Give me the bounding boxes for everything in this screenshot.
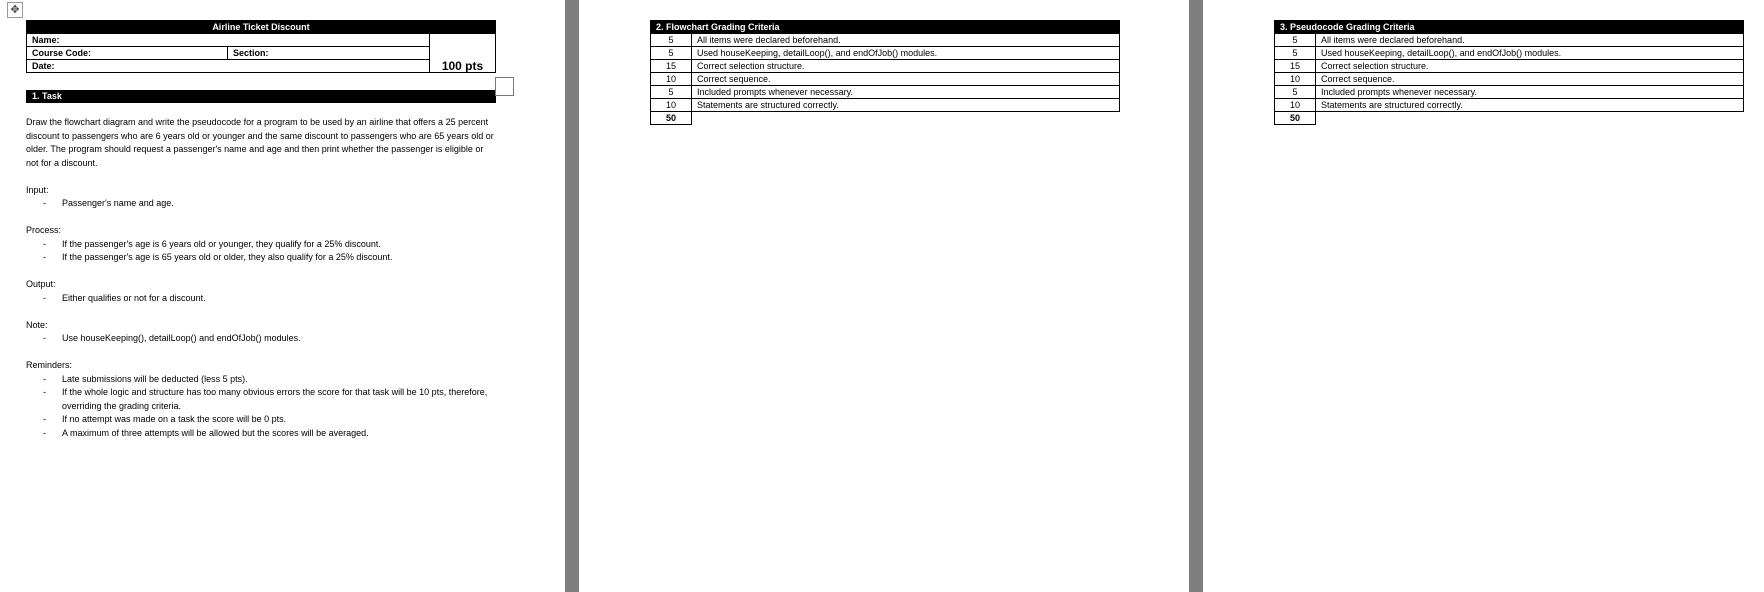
table-row [651, 47, 1120, 60]
list-item: - If no attempt was made on a task the score will be 0 pts. [26, 413, 496, 427]
list-item: - A maximum of three attempts will be allowed but the scores will be averaged. [26, 427, 496, 441]
criteria-text: All items were declared beforehand. [1316, 34, 1744, 47]
criteria-text: Correct selection structure. [692, 60, 1120, 73]
page-3 [1203, 0, 1764, 592]
input-label: Input: [26, 184, 49, 195]
page-separator [565, 0, 579, 592]
table-row [1275, 99, 1744, 112]
list-item: - If the passenger's age is 6 years old or younger, they qualify for a 25% discount. [26, 238, 496, 252]
table-row [1275, 60, 1744, 73]
input-list [26, 197, 496, 211]
table-resize-handle[interactable] [495, 77, 514, 96]
output-label: Output: [26, 279, 56, 289]
table-row [1275, 47, 1744, 60]
name-field[interactable]: Name: [27, 34, 430, 47]
criteria-points: 15 [1275, 60, 1316, 73]
criteria-points: 10 [651, 73, 692, 86]
document-title: Airline Ticket Discount [27, 21, 496, 34]
process-list [26, 238, 496, 265]
criteria-points: 10 [1275, 73, 1316, 86]
reminders-label: Reminders: [26, 360, 73, 370]
page-1 [0, 0, 565, 592]
task-heading: 1. Task [26, 90, 496, 103]
total-points: 100 pts [430, 34, 496, 73]
criteria-total: 50 [651, 112, 692, 125]
table-row [1275, 34, 1744, 47]
table-row [651, 73, 1120, 86]
flowchart-criteria-table [650, 20, 1120, 125]
header-table [26, 20, 496, 73]
table-row [1275, 86, 1744, 99]
criteria-text: Correct sequence. [692, 73, 1120, 86]
criteria-points: 5 [651, 34, 692, 47]
table-row [651, 34, 1120, 47]
criteria-total: 50 [1275, 112, 1316, 125]
table-row [651, 60, 1120, 73]
pseudocode-criteria-heading: 3. Pseudocode Grading Criteria [1275, 21, 1744, 34]
criteria-text: Included prompts whenever necessary. [692, 86, 1120, 99]
table-row [651, 86, 1120, 99]
criteria-text: Used houseKeeping, detailLoop(), and endOfJob() modules. [692, 47, 1120, 60]
task-description: Draw the flowchart diagram and write the pseudocode for a program to be used by an airline that offers a 25 percent discount to passengers who are 6 years old or younger and the same discount to passengers who are 65 years old or older. The program should request a passenger's name and age and then print whether the passenger is eligible or not for a discount. [26, 117, 494, 168]
list-item: - If the whole logic and structure has too many obvious errors the score for that task will be 10 pts, therefore, overriding the grading criteria. [26, 386, 496, 413]
criteria-text: Correct selection structure. [1316, 60, 1744, 73]
table-move-handle-icon[interactable]: ✥ [7, 2, 23, 18]
criteria-points: 5 [1275, 47, 1316, 60]
process-label: Process: [26, 225, 62, 235]
total-row [1275, 112, 1744, 125]
output-list [26, 292, 496, 306]
criteria-text: Statements are structured correctly. [692, 99, 1120, 112]
list-item: - Late submissions will be deducted (less 5 pts). [26, 373, 496, 387]
criteria-points: 5 [1275, 34, 1316, 47]
table-row [651, 99, 1120, 112]
criteria-points: 10 [651, 99, 692, 112]
note-label: Note: [26, 319, 48, 330]
criteria-points: 15 [651, 60, 692, 73]
pseudocode-criteria-table [1274, 20, 1744, 125]
criteria-points: 5 [651, 47, 692, 60]
list-item: - If the passenger's age is 65 years old or older, they also qualify for a 25% discount. [26, 251, 496, 265]
criteria-points: 5 [1275, 86, 1316, 99]
date-field[interactable]: Date: [27, 60, 430, 73]
note-list [26, 332, 496, 346]
total-row [651, 112, 1120, 125]
list-item: - Passenger's name and age. [26, 197, 496, 211]
section-field[interactable]: Section: [228, 47, 430, 60]
criteria-points: 10 [1275, 99, 1316, 112]
criteria-text: Used houseKeeping, detailLoop(), and endOfJob() modules. [1316, 47, 1744, 60]
list-item: - Either qualifies or not for a discount. [26, 292, 496, 306]
table-row [1275, 73, 1744, 86]
list-item: - Use houseKeeping(), detailLoop() and endOfJob() modules. [26, 332, 496, 346]
reminders-list [26, 373, 496, 441]
page-2 [579, 0, 1189, 592]
flowchart-criteria-heading: 2. Flowchart Grading Criteria [651, 21, 1120, 34]
criteria-points: 5 [651, 86, 692, 99]
criteria-text: Statements are structured correctly. [1316, 99, 1744, 112]
criteria-text: Included prompts whenever necessary. [1316, 86, 1744, 99]
criteria-text: Correct sequence. [1316, 73, 1744, 86]
criteria-text: All items were declared beforehand. [692, 34, 1120, 47]
task-body [26, 116, 496, 454]
course-code-field[interactable]: Course Code: [27, 47, 228, 60]
page-separator [1189, 0, 1203, 592]
